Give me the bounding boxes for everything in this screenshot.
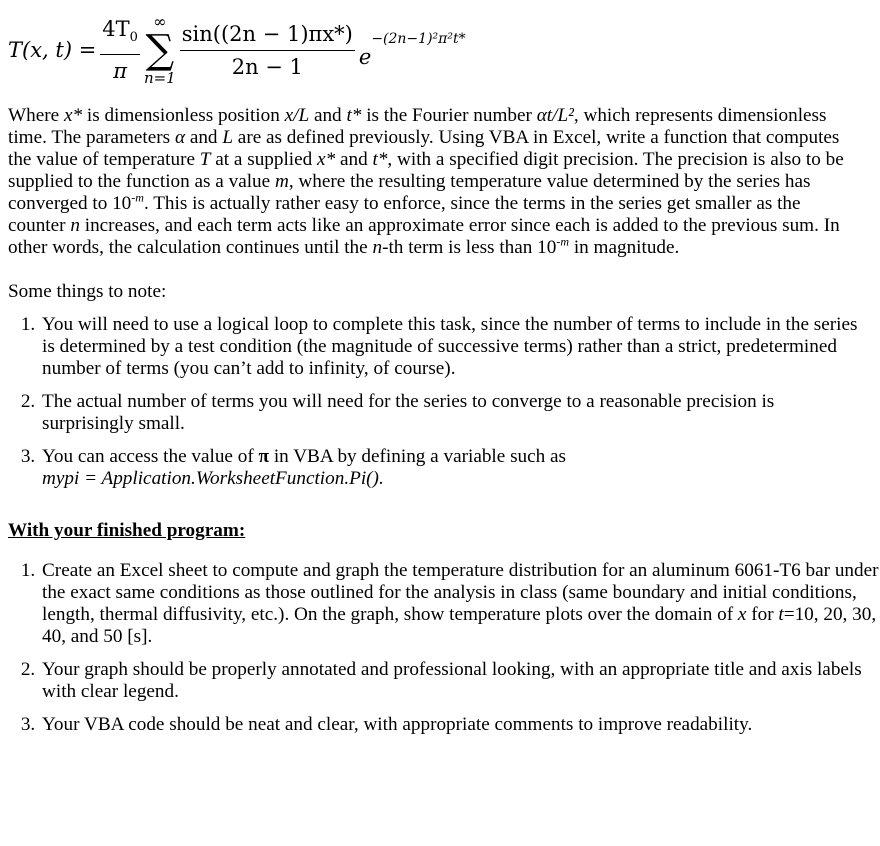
program-heading: With your finished program: — [8, 520, 246, 541]
program-list — [8, 560, 880, 736]
text-segment: and — [335, 149, 373, 170]
sum-upper-limit: ∞ — [153, 12, 167, 31]
intro-paragraph — [8, 105, 850, 259]
text-segment: -th term is less than 10 — [382, 237, 557, 258]
notes-item — [40, 446, 860, 490]
exponential-term — [359, 31, 466, 69]
text-segment: . This is actually rather easy to enforce, since the terms in the series get smaller as the counter — [8, 193, 801, 236]
text-segment: The actual number of terms you will need for the series to converge to a reasonable precision is surprisingly small. — [42, 391, 775, 434]
coef-subscript: 0 — [129, 30, 138, 46]
equation-coef-den: π — [113, 59, 128, 84]
superscript-text: -m — [131, 190, 144, 205]
italic-text: x/L — [284, 105, 310, 126]
italic-text: x — [737, 604, 747, 625]
program-item — [40, 659, 880, 703]
text-segment: in VBA by defining a variable such as — [269, 446, 567, 467]
text-segment: Your VBA code should be neat and clear, with appropriate comments to improve readability. — [42, 714, 753, 735]
italic-text: t* — [372, 149, 388, 170]
coef-num-text: 4T — [102, 16, 130, 41]
text-segment: Create an Excel sheet to compute and graph the temperature distribution for an aluminum 6061-T6 bar under the exact same conditions as those outlined for the analysis in class (same boundary and initial conditions, length, thermal diffusivity, etc.). On the graph, show temperature plots over the domain of — [42, 560, 879, 625]
exp-power: −(2n−1)²π²t* — [371, 31, 466, 47]
italic-text: m — [274, 171, 289, 192]
text-segment: , which represents dimensionless time. The parameters — [8, 105, 827, 148]
notes-heading: Some things to note: — [8, 281, 167, 302]
text-segment: , with a specified digit precision. The precision is also to be supplied to the function as a value — [8, 149, 844, 192]
italic-text: x* — [63, 105, 83, 126]
summation-icon: ∑ — [145, 27, 175, 73]
text-segment: You will need to use a logical loop to complete this task, since the number of terms to include in the series is determined by a test condition (the magnitude of successive terms) rather than a strict, predetermined number of terms (you can’t add to infinity, of course). — [42, 314, 858, 379]
italic-text: αt/L² — [536, 105, 574, 126]
superscript-text: -m — [556, 234, 570, 249]
text-segment: at a supplied — [210, 149, 318, 170]
italic-text: x* — [317, 149, 336, 170]
text-segment: π — [258, 446, 270, 467]
italic-text: T — [199, 149, 211, 170]
text-segment: is the Fourier number — [361, 105, 537, 126]
text-segment: =10, 20, 30, 40, and 50 [s]. — [42, 604, 877, 647]
text-segment: are as defined previously. Using VBA in Excel, write a function that computes the value of temperature — [8, 127, 840, 170]
text-segment: , where the resulting temperature value determined by the series has converged to 10 — [8, 171, 811, 214]
text-segment: Your graph should be properly annotated and professional looking, with an appropriate title and axis labels with clear legend. — [42, 659, 862, 702]
notes-item — [40, 314, 860, 380]
italic-text: t — [778, 604, 784, 625]
text-segment: Where — [8, 105, 64, 126]
equation-coef-num — [100, 16, 140, 55]
italic-text: L — [222, 127, 233, 148]
text-segment: is dimensionless position — [82, 105, 285, 126]
program-item — [40, 560, 880, 648]
sum-lower-limit: n=1 — [143, 69, 176, 87]
coef-fraction — [100, 16, 140, 84]
italic-text: α — [174, 127, 186, 148]
series-fraction — [180, 21, 355, 80]
italic-text: mypi = Application.WorksheetFunction.Pi(). — [42, 468, 384, 489]
text-segment: increases, and each term acts like an approximate error since each is added to the previous sum. In other words, the calculation continues until the — [8, 215, 840, 258]
temperature-equation — [8, 0, 848, 100]
exp-base: e — [358, 45, 372, 69]
equation-frac-num: sin((2n − 1)πx*) — [180, 21, 355, 51]
text-segment: and — [185, 127, 223, 148]
italic-text: n — [70, 215, 80, 236]
text-segment: You can access the value of — [42, 446, 259, 467]
equation-lhs: T(x, t) = — [8, 38, 97, 62]
equation-frac-den: 2n − 1 — [231, 54, 303, 79]
italic-text: n — [372, 237, 383, 258]
italic-text: t* — [346, 105, 362, 126]
notes-item — [40, 391, 860, 435]
program-item — [40, 714, 880, 736]
notes-list — [8, 314, 860, 490]
text-segment: and — [309, 105, 347, 126]
text-segment: for — [746, 604, 779, 625]
text-segment: in magnitude. — [569, 237, 680, 258]
summation — [144, 13, 176, 87]
